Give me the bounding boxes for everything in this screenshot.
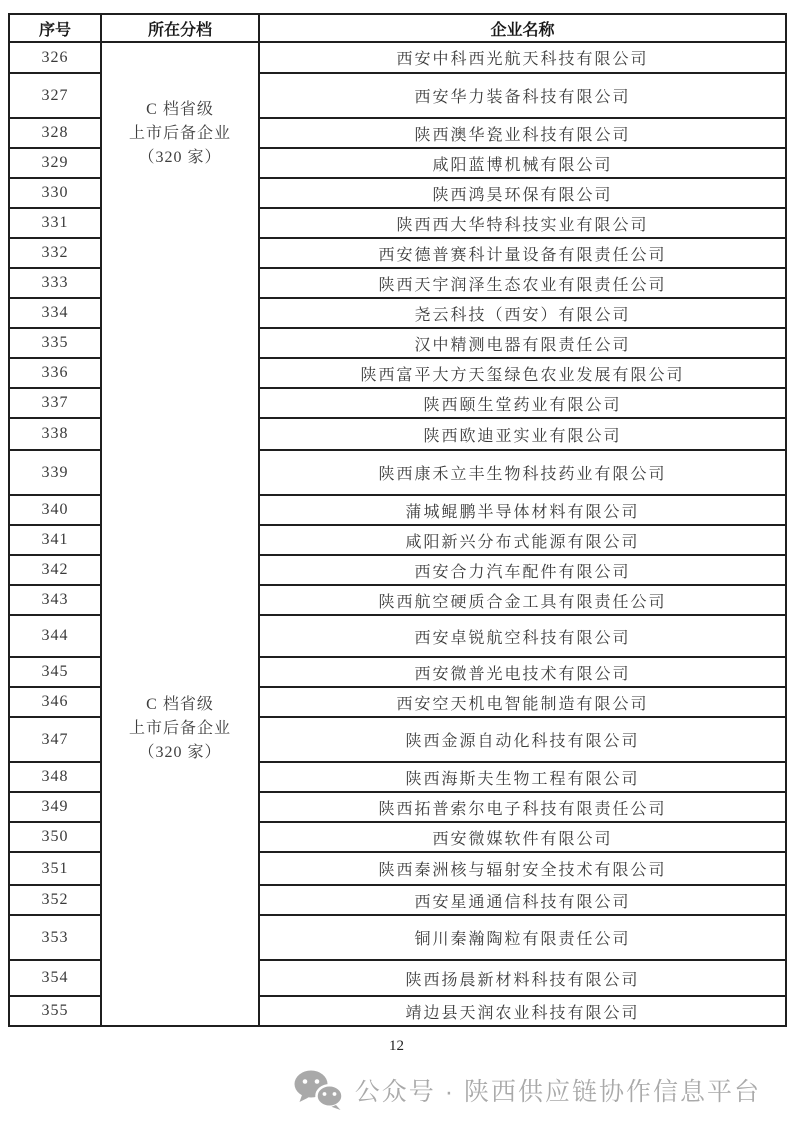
- serial-number-cell: 355: [9, 996, 101, 1026]
- tier-label-line: （320 家）: [138, 149, 222, 166]
- company-name-cell: 陕西康禾立丰生物科技药业有限公司: [259, 450, 786, 495]
- watermark-text: 公众号 · 陕西供应链协作信息平台: [354, 1078, 761, 1106]
- serial-number-cell: 328: [9, 118, 101, 148]
- company-name-cell: 西安合力汽车配件有限公司: [259, 555, 786, 585]
- company-name-cell: 陕西西大华特科技实业有限公司: [259, 208, 786, 238]
- company-name-cell: 陕西航空硬质合金工具有限责任公司: [259, 585, 786, 615]
- tier-label-line: 上市后备企业: [128, 125, 231, 142]
- serial-number-cell: 334: [9, 298, 101, 328]
- company-name-cell: 蒲城鲲鹏半导体材料有限公司: [259, 495, 786, 525]
- header-tier: 所在分档: [101, 14, 259, 42]
- company-name-cell: 陕西拓普索尔电子科技有限责任公司: [259, 792, 786, 822]
- company-name-cell: 陕西颐生堂药业有限公司: [259, 388, 786, 418]
- serial-number-cell: 347: [9, 717, 101, 762]
- serial-number-cell: 327: [9, 73, 101, 118]
- company-name-cell: 尧云科技（西安）有限公司: [259, 298, 786, 328]
- company-name-cell: 陕西扬晨新材料科技有限公司: [259, 960, 786, 996]
- header-serial-number: 序号: [9, 14, 101, 42]
- tier-label: [102, 98, 258, 170]
- tier-label-line: 上市后备企业: [128, 720, 231, 737]
- company-name-cell: 陕西澳华瓷业科技有限公司: [259, 118, 786, 148]
- table-row: [9, 42, 786, 73]
- serial-number-cell: 326: [9, 42, 101, 73]
- page-number: 12: [389, 1038, 404, 1054]
- serial-number-cell: 354: [9, 960, 101, 996]
- serial-number-cell: 353: [9, 915, 101, 960]
- tier-label: [102, 693, 258, 765]
- serial-number-cell: 350: [9, 822, 101, 852]
- company-name-cell: 陕西海斯夫生物工程有限公司: [259, 762, 786, 792]
- tier-cell: [101, 42, 259, 1026]
- watermark: [293, 1068, 761, 1112]
- company-name-cell: 西安德普赛科计量设备有限责任公司: [259, 238, 786, 268]
- serial-number-cell: 331: [9, 208, 101, 238]
- company-name-cell: 咸阳新兴分布式能源有限公司: [259, 525, 786, 555]
- company-name-cell: 西安微普光电技术有限公司: [259, 657, 786, 687]
- company-name-cell: 西安中科西光航天科技有限公司: [259, 42, 786, 73]
- serial-number-cell: 341: [9, 525, 101, 555]
- serial-number-cell: 342: [9, 555, 101, 585]
- company-name-cell: 西安卓锐航空科技有限公司: [259, 615, 786, 657]
- serial-number-cell: 349: [9, 792, 101, 822]
- serial-number-cell: 346: [9, 687, 101, 717]
- company-name-cell: 陕西天宇润泽生态农业有限责任公司: [259, 268, 786, 298]
- serial-number-cell: 337: [9, 388, 101, 418]
- serial-number-cell: 345: [9, 657, 101, 687]
- tier-label-line: C 档省级: [146, 101, 214, 118]
- serial-number-cell: 338: [9, 418, 101, 450]
- serial-number-cell: 340: [9, 495, 101, 525]
- company-name-cell: 铜川秦瀚陶粒有限责任公司: [259, 915, 786, 960]
- company-name-cell: 陕西秦洲核与辐射安全技术有限公司: [259, 852, 786, 885]
- serial-number-cell: 336: [9, 358, 101, 388]
- serial-number-cell: 332: [9, 238, 101, 268]
- company-name-cell: 陕西欧迪亚实业有限公司: [259, 418, 786, 450]
- company-name-cell: 西安空天机电智能制造有限公司: [259, 687, 786, 717]
- company-name-cell: 西安微媒软件有限公司: [259, 822, 786, 852]
- company-name-cell: 陕西金源自动化科技有限公司: [259, 717, 786, 762]
- company-table-body: [9, 42, 786, 1026]
- tier-label-line: （320 家）: [138, 744, 222, 761]
- company-name-cell: 陕西鸿昊环保有限公司: [259, 178, 786, 208]
- serial-number-cell: 351: [9, 852, 101, 885]
- table-header-row: [9, 14, 786, 42]
- serial-number-cell: 333: [9, 268, 101, 298]
- company-name-cell: 汉中精测电器有限责任公司: [259, 328, 786, 358]
- tier-label-line: C 档省级: [146, 696, 214, 713]
- company-roster-table: [8, 13, 787, 1027]
- serial-number-cell: 329: [9, 148, 101, 178]
- company-name-cell: 靖边县天润农业科技有限公司: [259, 996, 786, 1026]
- company-name-cell: 西安星通通信科技有限公司: [259, 885, 786, 915]
- serial-number-cell: 352: [9, 885, 101, 915]
- wechat-icon: [293, 1068, 345, 1112]
- company-name-cell: 陕西富平大方天玺绿色农业发展有限公司: [259, 358, 786, 388]
- serial-number-cell: 330: [9, 178, 101, 208]
- company-name-cell: 咸阳蓝博机械有限公司: [259, 148, 786, 178]
- header-company-name: 企业名称: [259, 14, 786, 42]
- serial-number-cell: 339: [9, 450, 101, 495]
- serial-number-cell: 344: [9, 615, 101, 657]
- serial-number-cell: 348: [9, 762, 101, 792]
- company-name-cell: 西安华力装备科技有限公司: [259, 73, 786, 118]
- serial-number-cell: 335: [9, 328, 101, 358]
- serial-number-cell: 343: [9, 585, 101, 615]
